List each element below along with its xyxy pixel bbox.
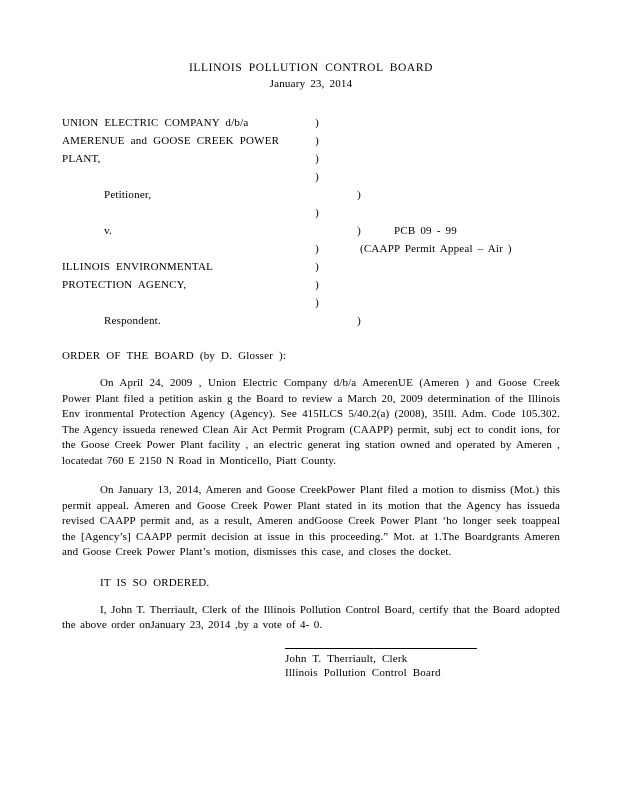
paren-mark: ) xyxy=(315,171,319,183)
caption-row xyxy=(62,222,560,240)
caption-row xyxy=(62,276,560,294)
caption-row xyxy=(62,186,560,204)
paren-mark: ) xyxy=(357,189,361,201)
order-paragraph-2: On January 13, 2014, Ameren and Goose CreekPower Plant filed a motion to dismiss (Mot.) this permit appeal. Ameren and Goose Creek Power Plant stated in its motion that the Agency has issueda revised CAAPP permit and, as a result, Ameren andGoose Creek Power Plant ‘ho longer seek toappeal the [Agency’s] CAAPP permit decision at issue in this proceeding.” Mot. at 1.The Boardgrants Ameren and Goose Creek Power Plant’s motion, dismisses this case, and closes the docket. xyxy=(62,484,560,558)
signatory-name: John T. Therriault, Clerk xyxy=(285,653,408,665)
respondent-line-2: PROTECTION AGENCY, xyxy=(62,279,187,291)
caption-row xyxy=(62,258,560,276)
page-title: ILLINOIS POLLUTION CONTROL BOARD xyxy=(188,62,434,74)
caption-row xyxy=(62,294,560,312)
caption-row xyxy=(62,240,560,258)
signatory-organization: Illinois Pollution Control Board xyxy=(285,667,441,679)
caption-row xyxy=(62,312,560,330)
paren-mark: ) xyxy=(315,153,319,165)
paren-mark: ) xyxy=(357,315,361,327)
petitioner-label: Petitioner, xyxy=(104,189,152,201)
caption-row xyxy=(62,150,560,168)
order-heading: ORDER OF THE BOARD (by D. Glosser ): xyxy=(62,350,287,362)
order-date: January 23, 2014 xyxy=(269,78,353,90)
case-caption xyxy=(62,114,560,330)
order-paragraph-1: On April 24, 2009 , Union Electric Company d/b/a AmerenUE (Ameren ) and Goose Creek Power Plant filed a petition askin g the Board to review a March 20, 2009 determination of the Illinois Env ironmental Protection Agency (Agency). See 415ILCS 5/40.2(a) (2008), 35Ill. Adm. Code 105.302. The Agency issueda renewed Clean Air Act Permit Program (CAAPP) permit, subj ect to condit ions, for the Goose Creek Power Plant facility , an electric generat ing station owned and operated by Ameren , locatedat 760 E 2150 N Road in Monticello, Piatt County. xyxy=(62,377,560,467)
caption-spacer xyxy=(62,240,310,258)
case-type: (CAAPP Permit Appeal – Air ) xyxy=(360,243,512,255)
respondent-line-1: ILLINOIS ENVIRONMENTAL xyxy=(62,261,214,273)
caption-row xyxy=(62,114,560,132)
paren-mark: ) xyxy=(315,261,319,273)
paren-mark: ) xyxy=(315,279,319,291)
petitioner-line-3: PLANT, xyxy=(62,153,101,165)
caption-spacer xyxy=(62,168,310,186)
petitioner-line-2: AMERENUE and GOOSE CREEK POWER xyxy=(62,135,280,147)
caption-row xyxy=(62,132,560,150)
certification-paragraph: I, John T. Therriault, Clerk of the Illinois Pollution Control Board, certify that the Board adopted the above order onJanuary 23, 2014 ,by a vote of 4- 0. xyxy=(62,603,560,631)
caption-spacer xyxy=(62,294,310,312)
caption-row xyxy=(62,168,560,186)
petitioner-line-1: UNION ELECTRIC COMPANY d/b/a xyxy=(62,117,249,129)
paren-mark: ) xyxy=(315,135,319,147)
paren-mark: ) xyxy=(315,117,319,129)
paren-mark: ) xyxy=(315,243,319,255)
signature-block xyxy=(285,648,485,680)
case-number: PCB 09 - 99 xyxy=(394,225,457,237)
respondent-label: Respondent. xyxy=(104,315,161,327)
so-ordered-statement: IT IS SO ORDERED. xyxy=(100,576,210,589)
paren-mark: ) xyxy=(315,297,319,309)
caption-spacer xyxy=(62,204,310,222)
paren-mark: ) xyxy=(315,207,319,219)
signature-line xyxy=(285,648,477,649)
versus-label: v. xyxy=(104,225,112,237)
paren-mark: ) xyxy=(357,225,361,237)
caption-row xyxy=(62,204,560,222)
